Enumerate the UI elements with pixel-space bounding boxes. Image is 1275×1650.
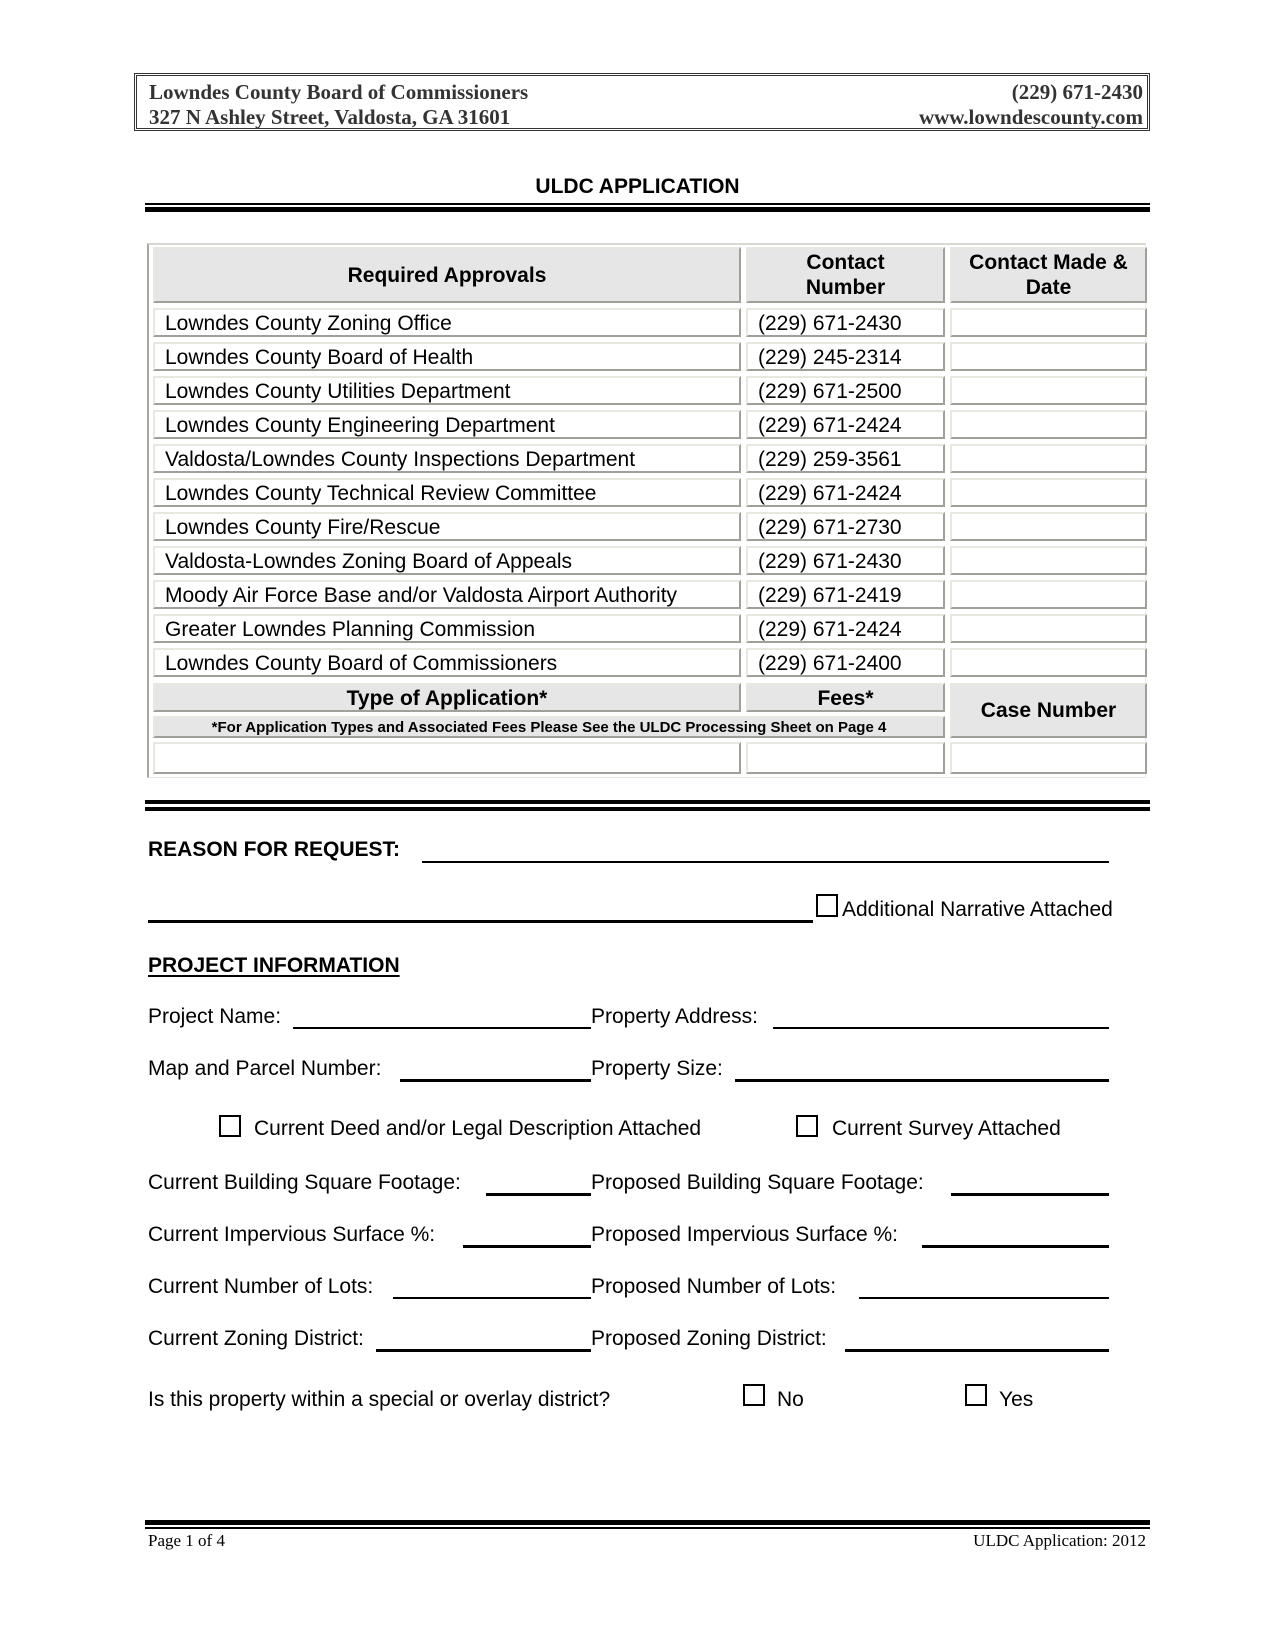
project-name-field[interactable] bbox=[293, 1027, 591, 1029]
contact-made-field[interactable] bbox=[950, 410, 1147, 439]
header-contact-made bbox=[950, 247, 1147, 303]
letterhead bbox=[134, 73, 1150, 131]
survey-checkbox-label: Current Survey Attached bbox=[832, 1117, 1061, 1140]
proposed-lots-field[interactable] bbox=[859, 1297, 1109, 1299]
proposed-sqft-label: Proposed Building Square Footage: bbox=[591, 1171, 924, 1194]
overlay-yes-label: Yes bbox=[999, 1388, 1034, 1411]
current-zoning-field[interactable] bbox=[376, 1349, 591, 1352]
contact-made-field[interactable] bbox=[950, 580, 1147, 609]
property-address-field[interactable] bbox=[773, 1027, 1109, 1029]
proposed-impervious-label: Proposed Impervious Surface %: bbox=[591, 1223, 898, 1246]
reason-label: REASON FOR REQUEST: bbox=[148, 838, 401, 861]
header-contact-number bbox=[746, 247, 945, 303]
map-parcel-label: Map and Parcel Number: bbox=[148, 1057, 382, 1080]
current-sqft-label: Current Building Square Footage: bbox=[148, 1171, 461, 1194]
narrative-checkbox[interactable] bbox=[816, 894, 838, 917]
phone-cell: (229) 671-2500 bbox=[746, 376, 945, 405]
org-address: 327 N Ashley Street, Valdosta, GA 31601 bbox=[149, 105, 511, 129]
current-impervious-field[interactable] bbox=[463, 1245, 591, 1248]
agency-cell: Lowndes County Technical Review Committee bbox=[153, 478, 741, 507]
contact-made-field[interactable] bbox=[950, 546, 1147, 575]
proposed-zoning-field[interactable] bbox=[845, 1349, 1109, 1352]
overlay-no-label: No bbox=[777, 1388, 804, 1411]
fees-note: *For Application Types and Associated Fees Please See the ULDC Processing Sheet on Page 4 bbox=[153, 716, 945, 738]
title-divider bbox=[145, 203, 1150, 212]
contact-made-field[interactable] bbox=[950, 444, 1147, 473]
application-type-field[interactable] bbox=[153, 742, 741, 774]
proposed-zoning-label: Proposed Zoning District: bbox=[591, 1327, 827, 1350]
org-phone: (229) 671-2430 bbox=[1011, 80, 1143, 104]
approvals-table bbox=[147, 243, 1146, 778]
contact-made-field[interactable] bbox=[950, 342, 1147, 371]
phone-cell: (229) 245-2314 bbox=[746, 342, 945, 371]
phone-cell: (229) 671-2400 bbox=[746, 648, 945, 677]
proposed-lots-label: Proposed Number of Lots: bbox=[591, 1275, 837, 1298]
agency-cell: Valdosta/Lowndes County Inspections Department bbox=[153, 444, 741, 473]
agency-cell: Lowndes County Utilities Department bbox=[153, 376, 741, 405]
reason-field-line-2[interactable] bbox=[148, 920, 813, 923]
map-parcel-field[interactable] bbox=[400, 1079, 591, 1082]
phone-cell: (229) 671-2424 bbox=[746, 478, 945, 507]
phone-cell: (229) 671-2430 bbox=[746, 308, 945, 337]
agency-cell: Lowndes County Fire/Rescue bbox=[153, 512, 741, 541]
contact-made-field[interactable] bbox=[950, 648, 1147, 677]
org-name: Lowndes County Board of Commissioners bbox=[149, 80, 529, 104]
current-lots-label: Current Number of Lots: bbox=[148, 1275, 374, 1298]
phone-cell: (229) 671-2730 bbox=[746, 512, 945, 541]
phone-cell: (229) 671-2430 bbox=[746, 546, 945, 575]
narrative-checkbox-label: Additional Narrative Attached bbox=[842, 898, 1113, 921]
contact-made-field[interactable] bbox=[950, 512, 1147, 541]
header-required-approvals: Required Approvals bbox=[153, 247, 741, 303]
current-impervious-label: Current Impervious Surface %: bbox=[148, 1223, 436, 1246]
proposed-impervious-field[interactable] bbox=[922, 1245, 1109, 1248]
contact-made-field[interactable] bbox=[950, 614, 1147, 643]
agency-cell: Valdosta-Lowndes Zoning Board of Appeals bbox=[153, 546, 741, 575]
overlay-question: Is this property within a special or overlay district? bbox=[148, 1388, 611, 1411]
reason-field-line-1[interactable] bbox=[422, 861, 1109, 863]
phone-cell: (229) 671-2424 bbox=[746, 614, 945, 643]
agency-cell: Lowndes County Zoning Office bbox=[153, 308, 741, 337]
section-divider bbox=[145, 800, 1150, 811]
property-size-label: Property Size: bbox=[591, 1057, 723, 1080]
project-name-label: Project Name: bbox=[148, 1005, 282, 1028]
agency-cell: Lowndes County Board of Commissioners bbox=[153, 648, 741, 677]
header-fees: Fees* bbox=[746, 683, 945, 712]
property-address-label: Property Address: bbox=[591, 1005, 758, 1028]
property-size-field[interactable] bbox=[735, 1079, 1109, 1082]
proposed-sqft-field[interactable] bbox=[951, 1193, 1109, 1196]
document-version: ULDC Application: 2012 bbox=[973, 1531, 1146, 1550]
overlay-yes-checkbox[interactable] bbox=[965, 1384, 987, 1406]
header-case-number: Case Number bbox=[950, 683, 1147, 738]
survey-checkbox[interactable] bbox=[796, 1115, 818, 1137]
fees-field[interactable] bbox=[746, 742, 945, 774]
deed-checkbox[interactable] bbox=[219, 1115, 241, 1137]
agency-cell: Lowndes County Engineering Department bbox=[153, 410, 741, 439]
project-info-heading: PROJECT INFORMATION bbox=[148, 954, 400, 977]
header-type-of-application: Type of Application* bbox=[153, 683, 741, 712]
footer-divider bbox=[145, 1520, 1150, 1529]
phone-cell: (229) 671-2424 bbox=[746, 410, 945, 439]
contact-made-field[interactable] bbox=[950, 376, 1147, 405]
contact-made-field[interactable] bbox=[950, 478, 1147, 507]
agency-cell: Greater Lowndes Planning Commission bbox=[153, 614, 741, 643]
org-website: www.lowndescounty.com bbox=[918, 105, 1143, 129]
contact-made-field[interactable] bbox=[950, 308, 1147, 337]
phone-cell: (229) 259-3561 bbox=[746, 444, 945, 473]
page-number: Page 1 of 4 bbox=[148, 1531, 225, 1550]
current-zoning-label: Current Zoning District: bbox=[148, 1327, 364, 1350]
header-contact-made-text: Contact Made & Date bbox=[969, 251, 1128, 299]
agency-cell: Moody Air Force Base and/or Valdosta Airport Authority bbox=[153, 580, 741, 609]
deed-checkbox-label: Current Deed and/or Legal Description Attached bbox=[254, 1117, 702, 1140]
header-contact-number-text: Contact Number bbox=[805, 251, 886, 299]
overlay-no-checkbox[interactable] bbox=[743, 1384, 765, 1406]
current-lots-field[interactable] bbox=[393, 1297, 591, 1299]
current-sqft-field[interactable] bbox=[486, 1193, 591, 1196]
page-title: ULDC APPLICATION bbox=[535, 175, 740, 198]
phone-cell: (229) 671-2419 bbox=[746, 580, 945, 609]
agency-cell: Lowndes County Board of Health bbox=[153, 342, 741, 371]
case-number-field[interactable] bbox=[950, 742, 1147, 774]
